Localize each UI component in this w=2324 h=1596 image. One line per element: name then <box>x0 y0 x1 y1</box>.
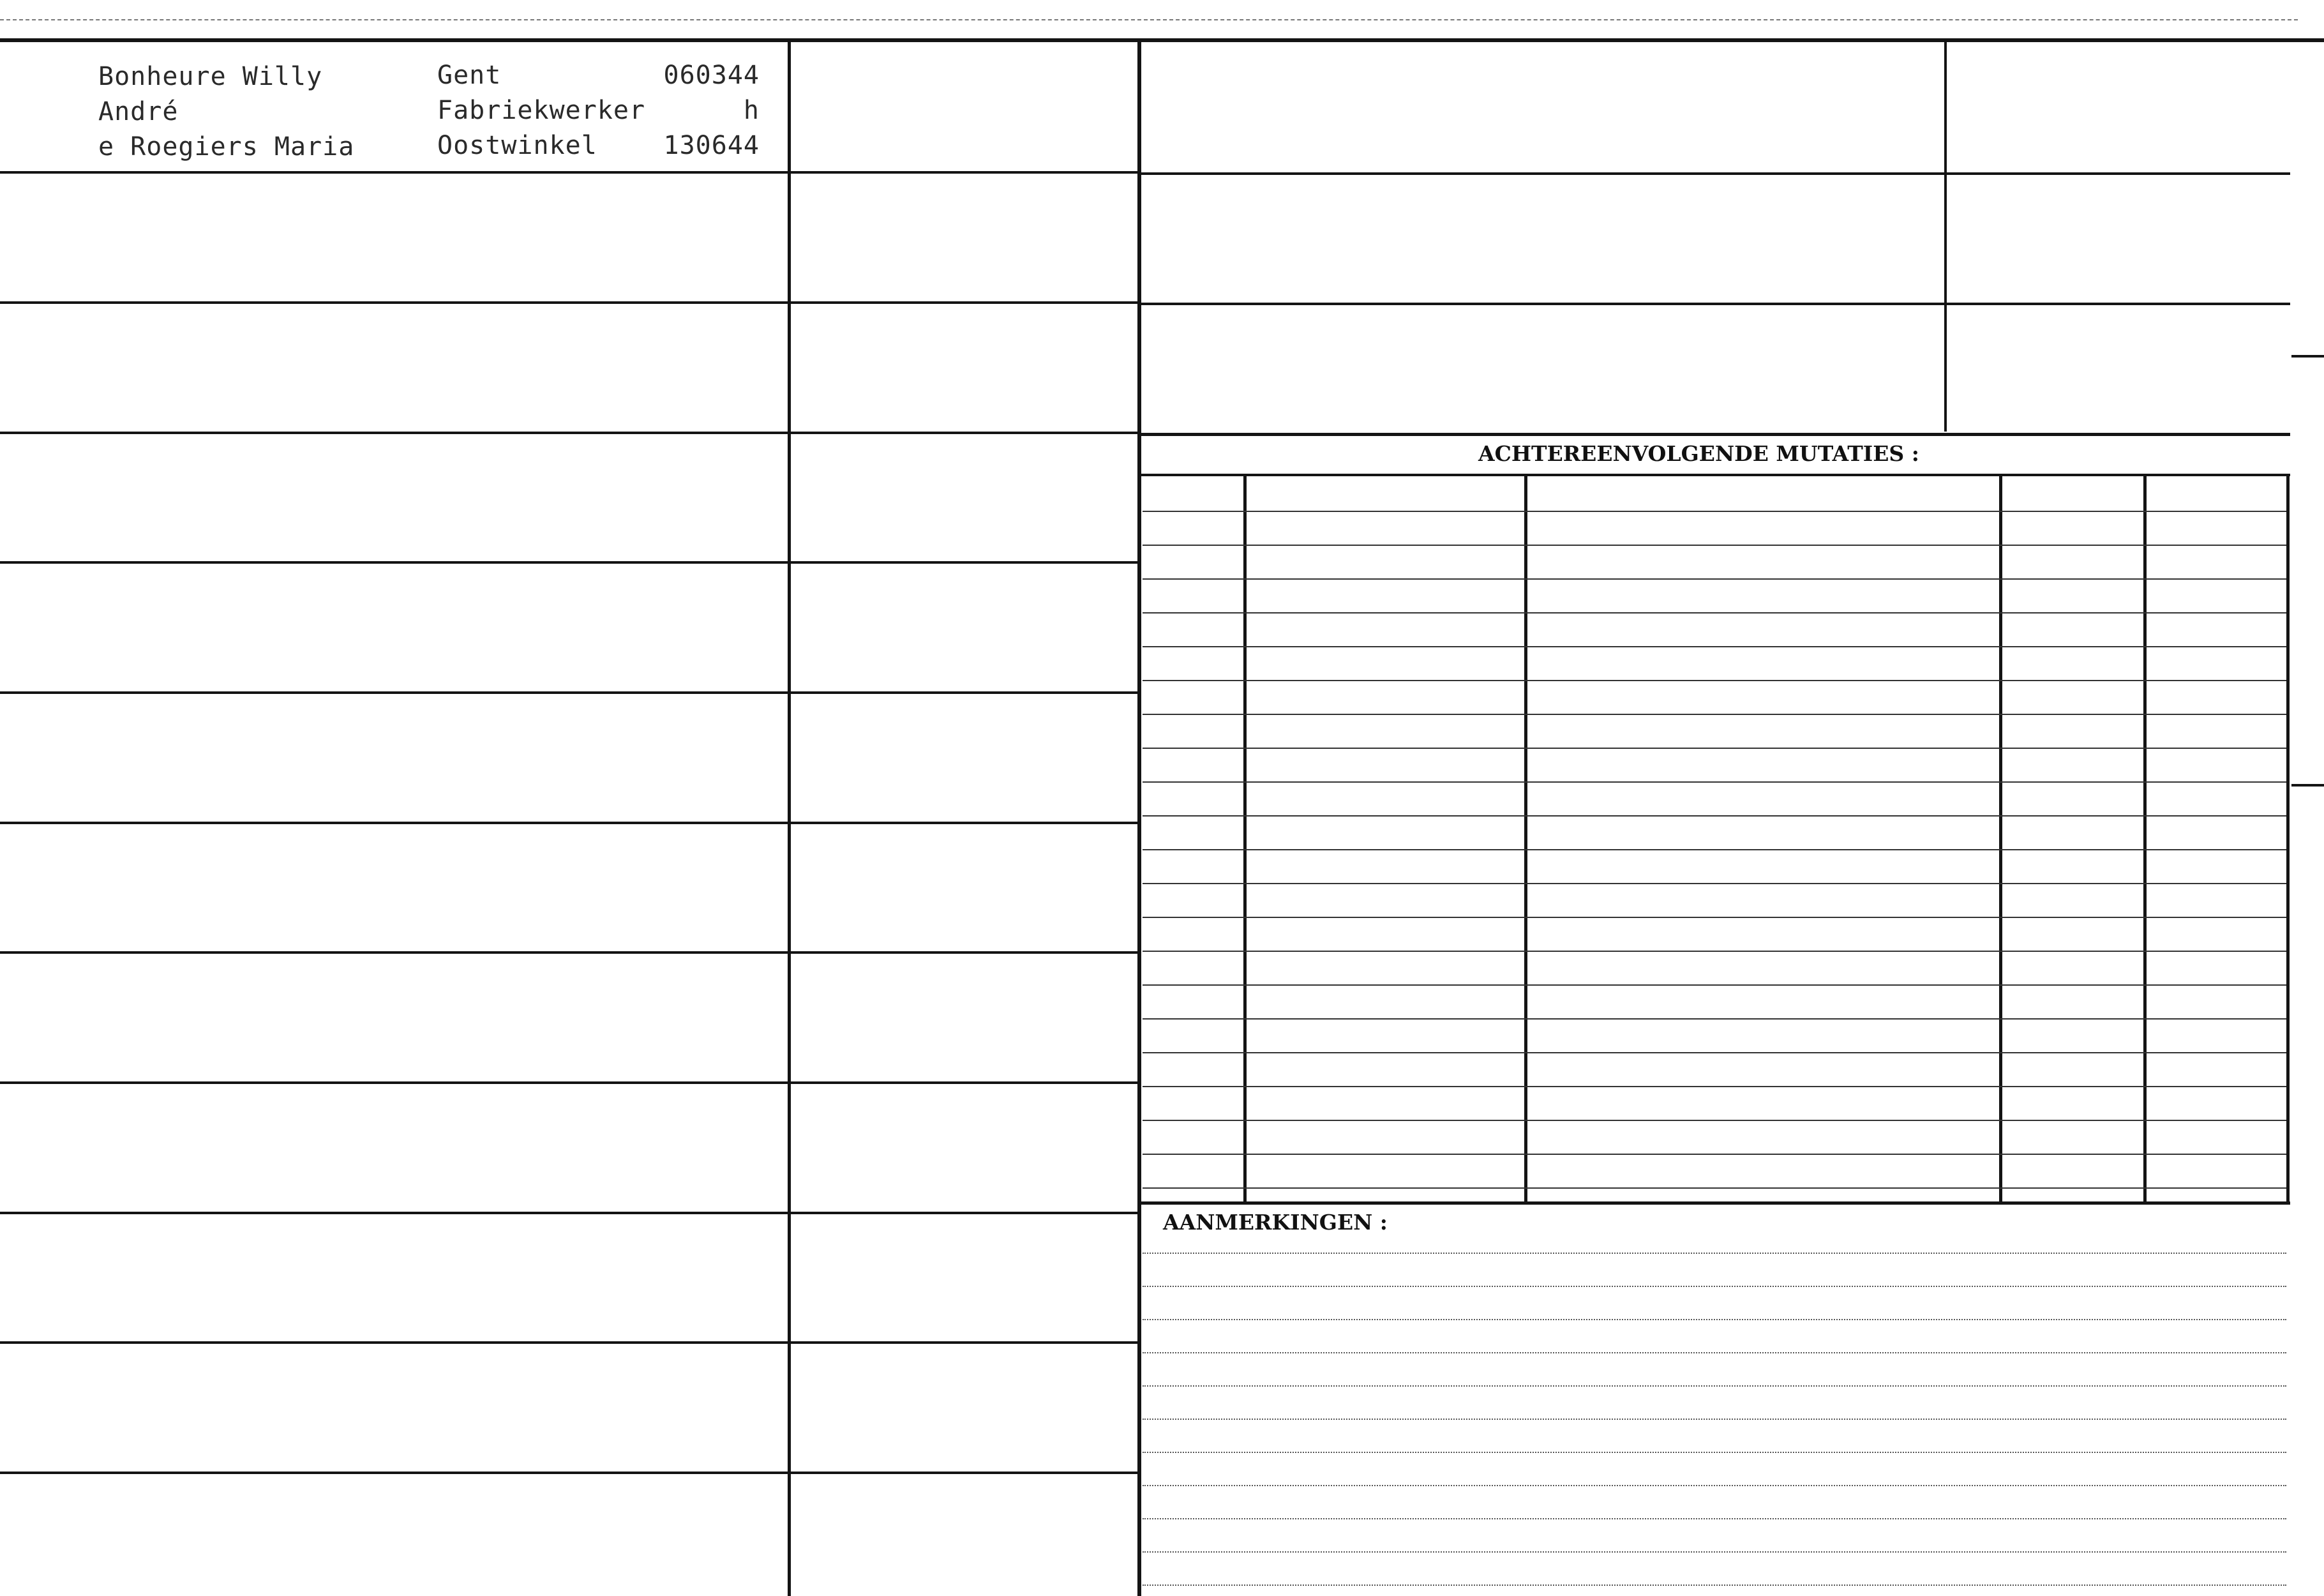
ruled-line <box>1143 1052 2286 1053</box>
row-line <box>0 1081 1137 1084</box>
ruled-line <box>1143 680 2286 681</box>
row-line <box>0 171 1137 174</box>
row-line <box>0 1212 1137 1214</box>
edge-tick <box>2291 355 2324 358</box>
row-line <box>0 561 1137 564</box>
row-line <box>0 301 1137 304</box>
ruled-line <box>1143 984 2286 986</box>
mark: h <box>743 96 760 125</box>
remarks-line <box>1143 1253 2286 1254</box>
right-upper-col-line <box>1944 42 1947 432</box>
left-grid-col-line <box>788 42 791 1596</box>
mutations-col-line <box>2143 474 2147 1201</box>
mutations-col-line <box>1243 474 1247 1201</box>
ruled-line <box>1143 511 2286 512</box>
remarks-line <box>1143 1286 2286 1287</box>
name-line-2: André <box>98 97 179 126</box>
ruled-line <box>1143 883 2286 884</box>
mutations-col-line <box>1524 474 1527 1201</box>
row-line <box>0 1472 1137 1474</box>
ruled-line <box>1143 1018 2286 1020</box>
ruled-line <box>1143 1154 2286 1155</box>
ruled-line <box>1143 748 2286 749</box>
mutations-table-bottom <box>1141 1201 2290 1205</box>
ruled-line <box>1143 612 2286 614</box>
row-line <box>0 691 1137 694</box>
ruled-line <box>1143 781 2286 783</box>
ruled-line <box>1143 1086 2286 1087</box>
remarks-line <box>1143 1485 2286 1486</box>
name-line-1: Bonheure Willy <box>98 62 323 91</box>
ruled-line <box>1143 714 2286 715</box>
mutations-col-line <box>1999 474 2002 1201</box>
remarks-title: AANMERKINGEN : <box>1163 1210 1388 1235</box>
ruled-line <box>1143 815 2286 817</box>
row-line <box>0 822 1137 824</box>
mutations-table-top <box>1141 474 2290 476</box>
remarks-line <box>1143 1352 2286 1353</box>
remarks-line <box>1143 1385 2286 1387</box>
ruled-line <box>1143 849 2286 850</box>
remarks-line <box>1143 1319 2286 1320</box>
name-line-3: e Roegiers Maria <box>98 132 355 162</box>
ruled-line <box>1143 578 2286 580</box>
occupation: Fabriekwerker <box>437 96 646 125</box>
remarks-line <box>1143 1551 2286 1553</box>
remarks-line <box>1143 1452 2286 1453</box>
edge-tick <box>2291 784 2324 787</box>
center-divider <box>1137 42 1141 1596</box>
top-border <box>0 38 2324 42</box>
mutations-top-line <box>1141 433 2290 436</box>
mutations-title: ACHTEREENVOLGENDE MUTATIES : <box>1478 441 1919 466</box>
ruled-line <box>1143 1187 2286 1189</box>
top-edge <box>0 19 2298 20</box>
ruled-line <box>1143 1120 2286 1121</box>
remarks-line <box>1143 1518 2286 1519</box>
right-row-line <box>1141 172 2290 175</box>
date-2: 130644 <box>663 131 760 160</box>
row-line <box>0 1341 1137 1344</box>
ruled-line <box>1143 646 2286 647</box>
ruled-line <box>1143 951 2286 952</box>
ruled-line <box>1143 545 2286 546</box>
place: Gent <box>437 61 502 90</box>
remarks-line <box>1143 1419 2286 1420</box>
mutations-col-line <box>2286 474 2290 1201</box>
row-line <box>0 432 1137 434</box>
place-2: Oostwinkel <box>437 131 597 160</box>
ruled-line <box>1143 917 2286 918</box>
row-line <box>0 951 1137 954</box>
right-row-line <box>1141 303 2290 305</box>
remarks-line <box>1143 1585 2286 1586</box>
date-1: 060344 <box>663 61 760 90</box>
